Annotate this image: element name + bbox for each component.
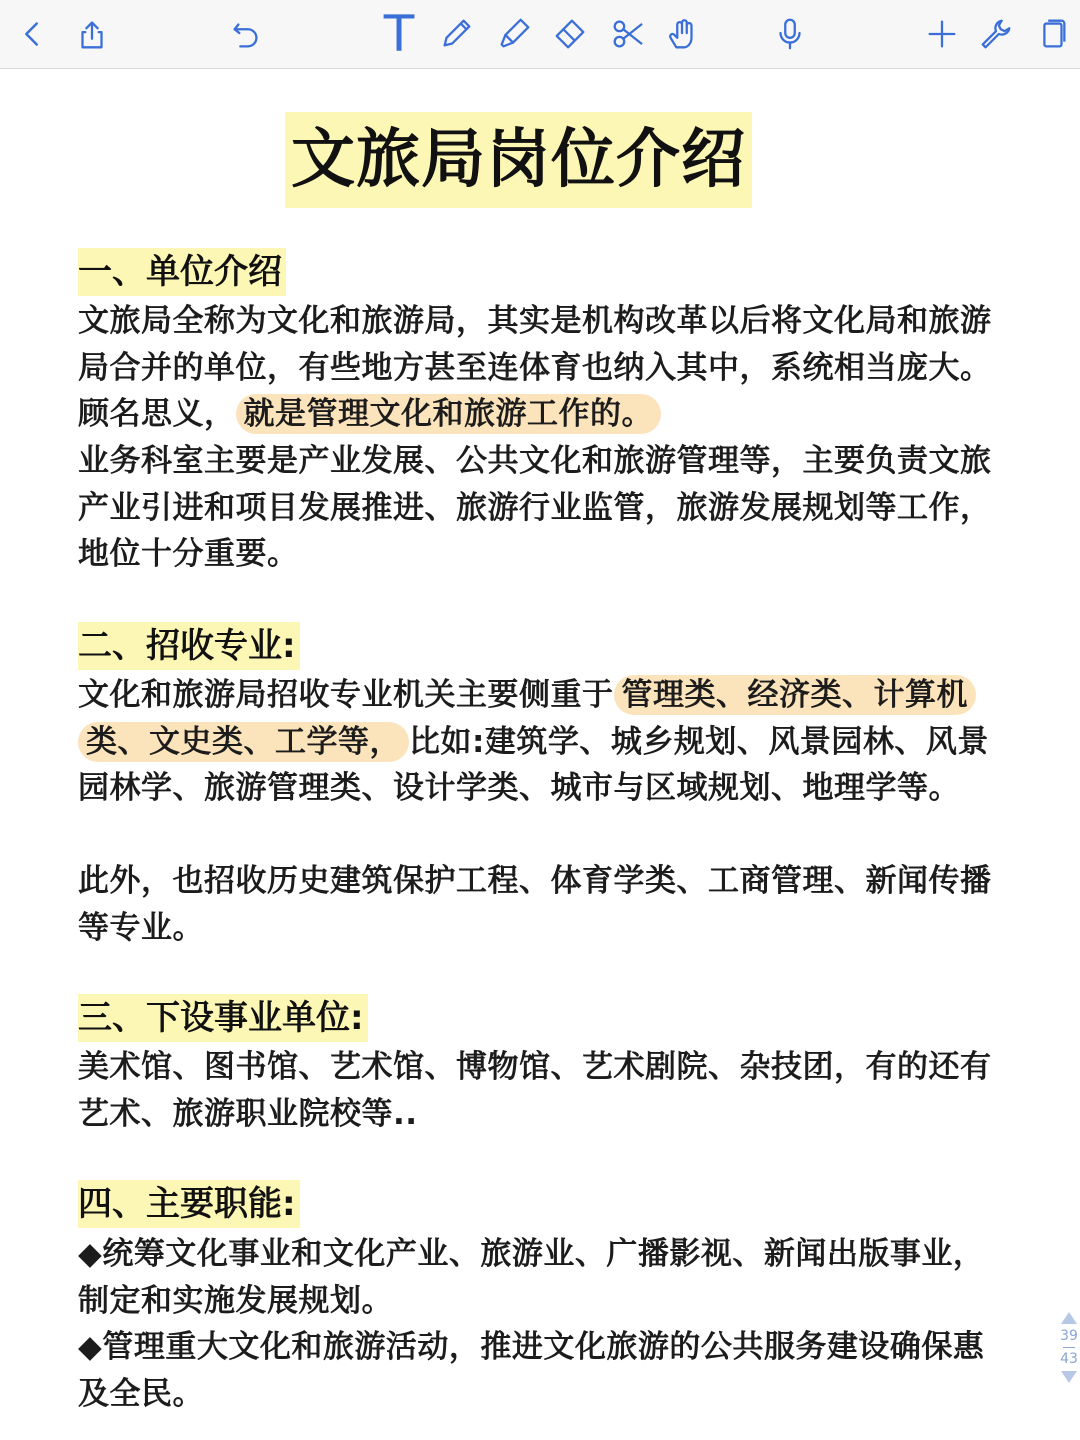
section-1-paragraph-2: 业务科室主要是产业发展、公共文化和旅游管理等，主要负责文旅产业引进和项目发展推进、旅游行业监管，旅游发展规划等工作，地位十分重要。 bbox=[78, 443, 992, 572]
page-total: 43 bbox=[1060, 1351, 1078, 1367]
microphone-icon[interactable] bbox=[768, 12, 812, 56]
highlight-mark: 就是管理文化和旅游工作的。 bbox=[236, 394, 662, 434]
section-1-paragraph-1: 文旅局全称为文化和旅游局，其实是机构改革以后将文化局和旅游局合并的单位，有些地方甚至连体育也纳入其中，系统相当庞大。顾名思义， 就是管理文化和旅游工作的。 bbox=[78, 303, 992, 432]
section-heading-1: 一、单位介绍 bbox=[78, 248, 286, 296]
highlighter-icon[interactable] bbox=[492, 12, 536, 56]
hand-icon[interactable] bbox=[660, 12, 704, 56]
page-icon[interactable] bbox=[1030, 12, 1074, 56]
page-indicator[interactable] bbox=[1058, 1312, 1080, 1387]
text-tool-icon[interactable]: T bbox=[383, 5, 415, 63]
highlight-mark: 管理类、经济类、计算机类、文史类、工学等， bbox=[78, 675, 976, 762]
section-3-paragraph-1: 美术馆、图书馆、艺术馆、博物馆、艺术剧院、杂技团，有的还有艺术、旅游职业院校等.. bbox=[78, 1049, 992, 1132]
chevron-down-icon[interactable] bbox=[1061, 1371, 1077, 1383]
section-heading-2: 二、招收专业: bbox=[78, 622, 300, 670]
pen-icon[interactable] bbox=[434, 12, 478, 56]
section-2-paragraph-2: 此外，也招收历史建筑保护工程、体育学类、工商管理、新闻传播等专业。 bbox=[78, 863, 992, 946]
section-4-paragraph-1: ◆统筹文化事业和文化产业、旅游业、广播影视、新闻出版事业，制定和实施发展规划。 bbox=[78, 1236, 985, 1319]
add-icon[interactable] bbox=[920, 12, 964, 56]
undo-icon[interactable] bbox=[224, 12, 268, 56]
section-heading-4: 四、主要职能: bbox=[78, 1180, 300, 1228]
page-title: 文旅局岗位介绍 bbox=[285, 112, 752, 208]
section-2-paragraph-1: 文化和旅游局招收专业机关主要侧重于 管理类、经济类、计算机类、文史类、工学等， 比如:建筑学、城乡规划、风景园林、风景园林学、旅游管理类、设计学类、城市与区域规划、地理学等。 bbox=[78, 677, 989, 806]
wrench-icon[interactable] bbox=[974, 12, 1018, 56]
page-current: 39 bbox=[1060, 1328, 1078, 1344]
title-wrap bbox=[285, 112, 752, 208]
back-icon[interactable] bbox=[10, 12, 54, 56]
scissors-icon[interactable] bbox=[606, 12, 650, 56]
page-divider bbox=[1063, 1347, 1075, 1348]
share-icon[interactable] bbox=[70, 12, 114, 56]
chevron-up-icon[interactable] bbox=[1061, 1312, 1077, 1324]
eraser-icon[interactable] bbox=[548, 12, 592, 56]
section-heading-3: 三、下设事业单位: bbox=[78, 994, 368, 1042]
section-4-paragraph-2: ◆管理重大文化和旅游活动，推进文化旅游的公共服务建设确保惠及全民。 bbox=[78, 1329, 985, 1412]
app-toolbar bbox=[0, 0, 1080, 69]
